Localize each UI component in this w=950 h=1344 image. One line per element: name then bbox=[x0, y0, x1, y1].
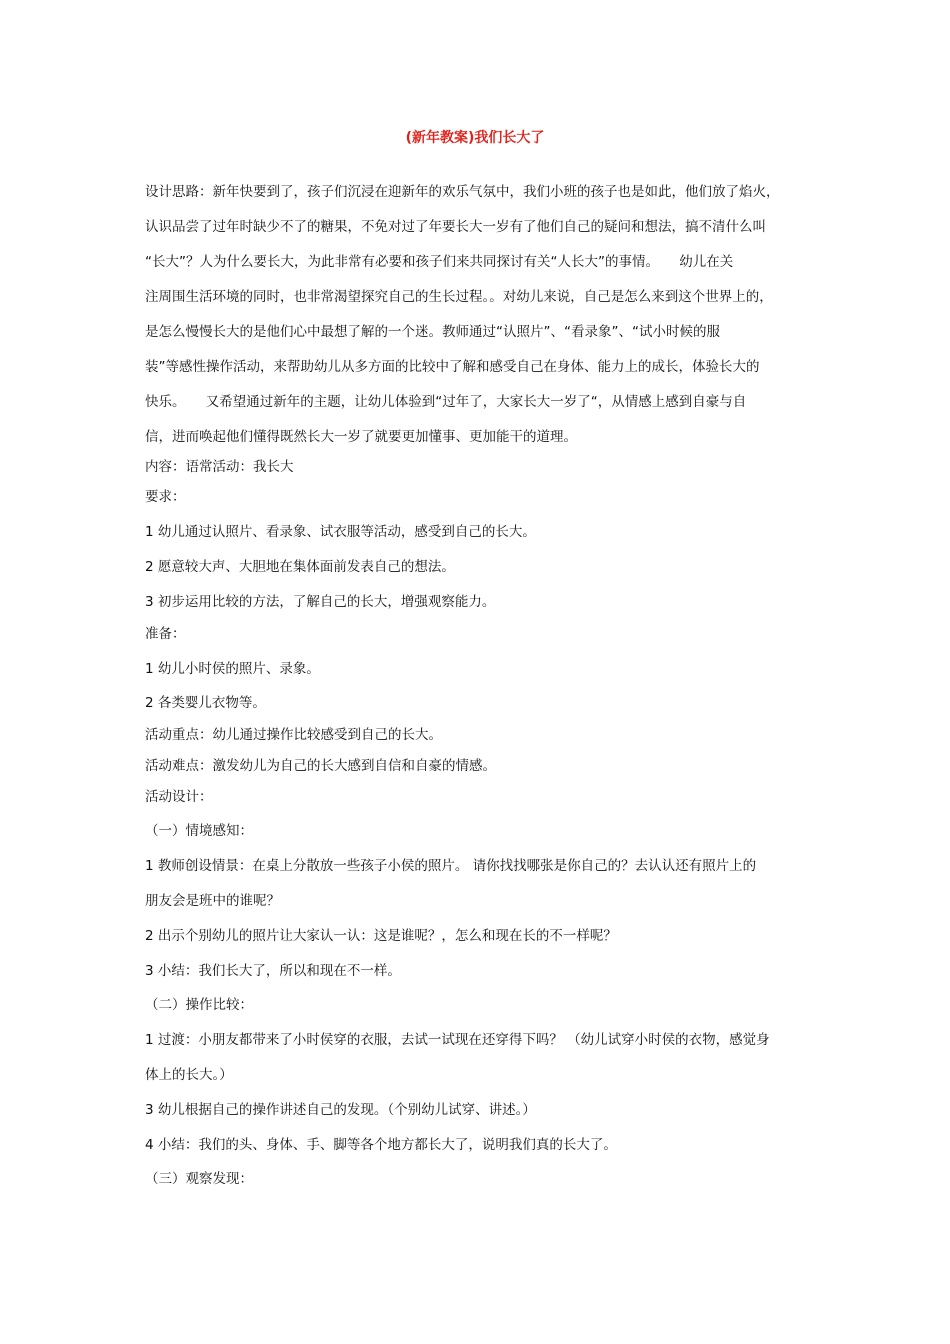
list-item: 3 初步运用比较的方法，了解自己的长大，增强观察能力。 bbox=[145, 594, 496, 610]
text-line: 快乐。 又希望通过新年的主题，让幼儿体验到“过年了，大家长大一岁了“，从情感上感到自豪与自 bbox=[145, 394, 747, 410]
section-heading: 活动设计： bbox=[145, 789, 213, 805]
text-line: 是怎么慢慢长大的是他们心中最想了解的一个迷。教师通过“认照片”、“看录象”、“试小时候的服 bbox=[145, 324, 720, 340]
text-line: “长大”？人为什么要长大，为此非常有必要和孩子们来共同探讨有关“人长大”的事情。 幼儿在关 bbox=[145, 254, 734, 270]
text-line: 体上的长大。） bbox=[145, 1067, 233, 1083]
list-item: 2 愿意较大声、大胆地在集体面前发表自己的想法。 bbox=[145, 559, 455, 575]
text-line: 注周围生活环境的同时，也非常渴望探究自己的生长过程。。对幼儿来说，自己是怎么来到这个世界上的， bbox=[145, 289, 773, 305]
subsection-heading: （一）情境感知： bbox=[145, 823, 253, 839]
list-item: 2 各类婴儿衣物等。 bbox=[145, 695, 266, 711]
list-item: 3 小结：我们长大了，所以和现在不一样。 bbox=[145, 963, 401, 979]
list-item: 1 过渡：小朋友都带来了小时侯穿的衣服，去试一试现在还穿得下吗？ （幼儿试穿小时侯的衣物，感觉身 bbox=[145, 1032, 770, 1048]
subsection-heading: （二）操作比较： bbox=[145, 997, 253, 1013]
list-item: 1 教师创设情景：在桌上分散放一些孩子小侯的照片。 请你找找哪张是你自己的？去认认还有照片上的 bbox=[145, 858, 757, 874]
section-heading: 要求： bbox=[145, 489, 186, 505]
text-line: 认识品尝了过年时缺少不了的糖果，不免对过了年要长大一岁有了他们自己的疑问和想法，搞不清什么叫 bbox=[145, 219, 766, 235]
text-line: 装”等感性操作活动，来帮助幼儿从多方面的比较中了解和感受自己在身体、能力上的成长，体验长大的 bbox=[145, 359, 760, 375]
list-item: 2 出示个别幼儿的照片让大家认一认：这是谁呢？，怎么和现在长的不一样呢？ bbox=[145, 928, 617, 944]
document-title: (新年教案)我们长大了 bbox=[405, 130, 545, 146]
list-item: 4 小结：我们的头、身体、手、脚等各个地方都长大了，说明我们真的长大了。 bbox=[145, 1137, 617, 1153]
section-heading: 准备： bbox=[145, 626, 186, 642]
text-line: 朋友会是班中的谁呢？ bbox=[145, 893, 280, 909]
subsection-heading: （三）观察发现： bbox=[145, 1171, 253, 1187]
text-line: 信，进而唤起他们懂得既然长大一岁了就要更加懂事、更加能干的道理。 bbox=[145, 429, 577, 445]
list-item: 3 幼儿根据自己的操作讲述自己的发现。（个别幼儿试穿、讲述。） bbox=[145, 1102, 536, 1118]
text-line: 活动难点：激发幼儿为自己的长大感到自信和自豪的情感。 bbox=[145, 758, 496, 774]
text-line: 设计思路：新年快要到了，孩子们沉浸在迎新年的欢乐气氛中，我们小班的孩子也是如此，他们放了焰火， bbox=[145, 184, 780, 200]
text-line: 内容：语常活动：我长大 bbox=[145, 459, 294, 475]
list-item: 1 幼儿小时侯的照片、录象。 bbox=[145, 661, 320, 677]
list-item: 1 幼儿通过认照片、看录象、试衣服等活动，感受到自己的长大。 bbox=[145, 524, 536, 540]
text-line: 活动重点：幼儿通过操作比较感受到自己的长大。 bbox=[145, 727, 442, 743]
